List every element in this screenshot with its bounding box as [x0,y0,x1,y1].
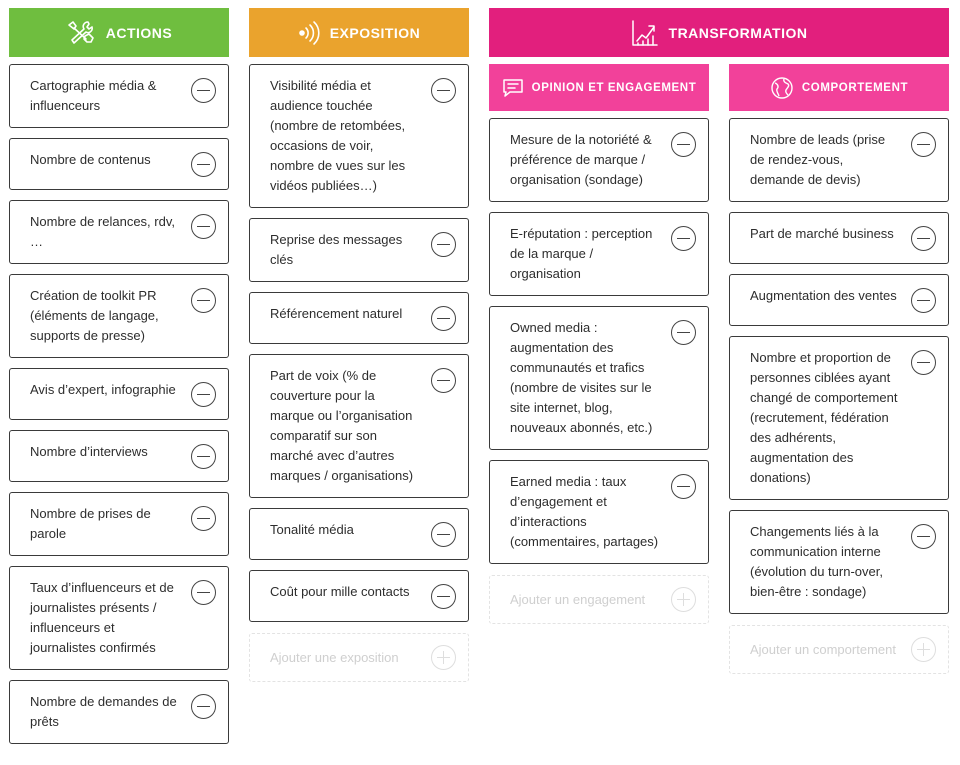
exposition-item-label: Référencement naturel [270,306,403,321]
remove-icon[interactable] [191,506,216,531]
comportement-item-label: Nombre et proportion de personnes ciblées ayant changé de comportement (recrutement, fédération des adhérents, augmentation des donations) [750,350,898,485]
signal-waves-icon [298,20,320,46]
remove-icon[interactable] [191,444,216,469]
opinion-item-label: Owned media : augmentation des communautés et trafics (nombre de visites sur le site internet, blog, nouveaux abonnés, etc.) [510,320,653,435]
action-item-label: Avis d’expert, infographie [30,382,176,397]
remove-icon[interactable] [191,214,216,239]
action-item-demandes-prets [9,680,229,744]
remove-icon[interactable] [431,584,456,609]
comportement-item-communication-interne [729,510,949,614]
add-icon [431,645,456,670]
remove-icon[interactable] [431,522,456,547]
add-comportement-button[interactable] [729,625,949,674]
actions-header [9,8,229,57]
transformation-title: TRANSFORMATION [668,24,808,41]
comportement-item-label: Changements liés à la communication interne (évolution du turn-over, bien-être : sondage) [750,524,883,599]
action-item-label: Taux d’influenceurs et de journalistes présents / influenceurs et journalistes confirmés [30,580,174,655]
action-item-label: Nombre d’interviews [30,444,148,459]
remove-icon[interactable] [191,382,216,407]
add-engagement-button[interactable] [489,575,709,624]
opinion-item-owned-media [489,306,709,450]
action-item-label: Nombre de contenus [30,152,151,167]
opinion-item-e-reputation [489,212,709,296]
exposition-item-referencement [249,292,469,344]
exposition-item-messages-cles [249,218,469,282]
action-item-label: Nombre de relances, rdv, … [30,214,175,249]
action-item-label: Création de toolkit PR (éléments de langage, supports de presse) [30,288,159,343]
speech-bubble-icon [502,78,524,98]
add-comportement-label: Ajouter un comportement [750,642,896,657]
opinion-item-notoriete [489,118,709,202]
opinion-title: OPINION ET ENGAGEMENT [531,81,697,94]
remove-icon[interactable] [911,288,936,313]
remove-icon[interactable] [671,226,696,251]
add-icon [911,637,936,662]
transformation-header [489,8,949,57]
action-item-avis [9,368,229,420]
comportement-item-label: Augmentation des ventes [750,288,897,303]
remove-icon[interactable] [191,694,216,719]
action-item-prises-de-parole [9,492,229,556]
exposition-item-part-de-voix [249,354,469,498]
comportement-item-personnes-ciblees [729,336,949,500]
remove-icon[interactable] [191,288,216,313]
comportement-header [729,64,949,111]
exposition-header [249,8,469,57]
add-exposition-label: Ajouter une exposition [270,650,399,665]
remove-icon[interactable] [431,232,456,257]
action-item-interviews [9,430,229,482]
remove-icon[interactable] [671,474,696,499]
action-item-taux-influenceurs [9,566,229,670]
wrench-icon [66,20,96,46]
exposition-title: EXPOSITION [329,24,421,41]
action-item-toolkit [9,274,229,358]
action-item-relances [9,200,229,264]
comportement-title: COMPORTEMENT [801,81,909,94]
actions-column [9,8,229,744]
comportement-item-label: Nombre de leads (prise de rendez-vous, demande de devis) [750,132,886,187]
remove-icon[interactable] [191,152,216,177]
opinion-item-label: E-réputation : perception de la marque / organisation [510,226,653,281]
action-item-label: Nombre de demandes de prêts [30,694,177,729]
exposition-item-label: Part de voix (% de couverture pour la marque ou l’organisation comparatif sur son marché avec d’autres marques / organisations) [270,368,414,483]
opinion-header [489,64,709,111]
exposition-item-cout-mille [249,570,469,622]
opinion-item-earned-media [489,460,709,564]
exposition-item-label: Tonalité média [270,522,354,537]
exposition-item-tonalite [249,508,469,560]
exposition-column [249,8,469,682]
action-item-contenus [9,138,229,190]
remove-icon[interactable] [191,580,216,605]
remove-icon[interactable] [911,226,936,251]
comportement-subcolumn [729,64,949,674]
exposition-item-label: Visibilité média et audience touchée (nombre de retombées, occasions de voir, nombre de vues sur les vidéos publiées…) [270,78,406,193]
remove-icon[interactable] [911,132,936,157]
remove-icon[interactable] [671,132,696,157]
comportement-item-ventes [729,274,949,326]
globe-icon [770,76,794,100]
add-exposition-button[interactable] [249,633,469,682]
opinion-subcolumn [489,64,709,624]
remove-icon[interactable] [431,368,456,393]
growth-chart-icon [631,19,659,47]
add-icon [671,587,696,612]
remove-icon[interactable] [911,350,936,375]
action-item-cartographie [9,64,229,128]
opinion-item-label: Mesure de la notoriété & préférence de marque / organisation (sondage) [510,132,652,187]
action-item-label: Cartographie média & influenceurs [30,78,157,113]
add-engagement-label: Ajouter un engagement [510,592,646,607]
transformation-column [489,8,949,757]
remove-icon[interactable] [431,78,456,103]
actions-title: ACTIONS [105,24,173,41]
remove-icon[interactable] [191,78,216,103]
exposition-item-label: Coût pour mille contacts [270,584,410,599]
comportement-item-label: Part de marché business [750,226,894,241]
comportement-item-leads [729,118,949,202]
comportement-item-part-de-marche [729,212,949,264]
action-item-label: Nombre de prises de parole [30,506,151,541]
exposition-item-visibilite [249,64,469,208]
exposition-item-label: Reprise des messages clés [270,232,403,267]
remove-icon[interactable] [911,524,936,549]
opinion-item-label: Earned media : taux d’engagement et d’interactions (commentaires, partages) [510,474,659,549]
transformation-subcolumns [489,57,949,757]
remove-icon[interactable] [671,320,696,345]
remove-icon[interactable] [431,306,456,331]
